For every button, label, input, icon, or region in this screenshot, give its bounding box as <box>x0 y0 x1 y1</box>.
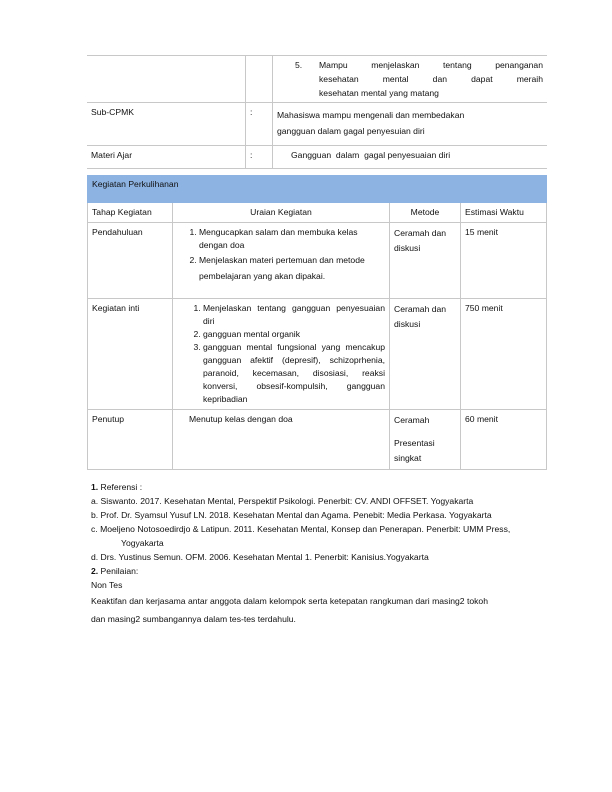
reference-item: b. Prof. Dr. Syamsul Yusuf LN. 2018. Kesehatan Mental dan Agama. Penebit: Media Perkasa. Yogyakarta <box>91 510 492 520</box>
section-title: Kegiatan Perkulihanan <box>88 176 547 203</box>
activity-list: 1. Menjelaskan tentang gangguan penyesuaian diri 2. gangguan mental organik 3. gangguan mental fungsional yang mencakup gangguan afektif (depresif), schizoprhenia, paranoid, kecemasan, disosiasi, reaksi konversi, obsesif-kompulsih, gangguan kepribadian <box>173 302 385 406</box>
outcome-item: 5. Mampu menjelaskan tentang penanganan kesehatan mental dan dapat meraih kesehatan mental yang matang <box>273 56 548 103</box>
stage: Pendahuluan <box>88 223 173 299</box>
materi-ajar-row <box>87 146 547 169</box>
sub-cpmk-row <box>87 103 547 146</box>
description <box>173 299 390 410</box>
header-method: Metode <box>390 203 461 223</box>
table-row <box>88 410 547 470</box>
section-band <box>88 176 547 203</box>
reference-item: a. Siswanto. 2017. Kesehatan Mental, Perspektif Psikologi. Penerbit: CV. ANDI OFFSET. Yogyakarta <box>91 496 474 506</box>
header-stage: Tahap Kegiatan <box>88 203 173 223</box>
description: Menutup kelas dengan doa <box>173 410 390 470</box>
outcome-number: 5. <box>295 60 303 70</box>
table-row <box>88 223 547 299</box>
table-row <box>88 299 547 410</box>
materi-ajar-label: Materi Ajar <box>87 146 246 169</box>
reference-item: c. Moeljeno Notosoedirdjo & Latipun. 2011. Kesehatan Mental, Konsep dan Penerapan. Penerbit: UMM Press, Yogyakarta <box>91 524 511 548</box>
activities-table <box>87 175 547 470</box>
method: Ceramah dan diskusi <box>390 299 461 410</box>
course-info-table <box>87 55 547 169</box>
assessment-type: Non Tes <box>91 580 123 590</box>
assessment-description: Keaktifan dan kerjasama antar anggota dalam kelompok serta ketepatan rangkuman dari masing2 tokoh dan masing2 sumbangannya dalam tes-tes terdahulu. <box>91 596 488 624</box>
stage: Penutup <box>88 410 173 470</box>
materi-ajar-value: Gangguan dalam gagal penyesuaian diri <box>273 146 548 169</box>
activity-list: 1. Mengucapkan salam dan membuka kelas dengan doa 2. Menjelaskan materi pertemuan dan metode pembelajaran yang akan dipakai. <box>173 226 385 284</box>
time: 15 menit <box>461 223 547 299</box>
stage: Kegiatan inti <box>88 299 173 410</box>
separator: : <box>246 146 273 169</box>
references-section <box>91 480 531 628</box>
reference-item: d. Drs. Yustinus Semun. OFM. 2006. Kesehatan Mental 1. Penerbit: Kanisius.Yogyakarta <box>91 552 429 562</box>
time: 60 menit <box>461 410 547 470</box>
sub-cpmk-value: Mahasiswa mampu mengenali dan membedakan gangguan dalam gagal penyesuian diri <box>273 103 548 146</box>
method: Ceramah Presentasi singkat <box>390 410 461 470</box>
assessment-heading: 2. Penilaian: <box>91 566 139 576</box>
separator: : <box>246 103 273 146</box>
header-time: Estimasi Waktu <box>461 203 547 223</box>
sub-cpmk-label: Sub-CPMK <box>87 103 246 146</box>
time: 750 menit <box>461 299 547 410</box>
outcome-row <box>87 56 547 103</box>
header-description: Uraian Kegiatan <box>173 203 390 223</box>
references-heading: 1. Referensi : <box>91 482 143 492</box>
method: Ceramah dan diskusi <box>390 223 461 299</box>
description <box>173 223 390 299</box>
header-row <box>88 203 547 223</box>
